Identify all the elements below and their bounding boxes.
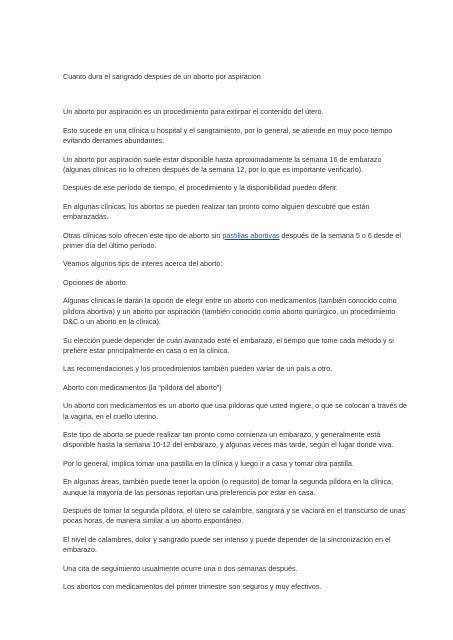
paragraph: Su elección puede depender de cuán avanzado esté el embarazo, el tiempo que tome cada método y si prefiere estar principalmente en casa o en la clínica. [63, 335, 394, 355]
paragraph: En algunas áreas, también puede tener la opción (o requisito) de tomar la segunda píldora en la clínica, aunque la mayoría de las personas reportan una preferencia por estar en casa. [63, 477, 394, 497]
paragraph: Un aborto con medicamentos es un aborto que usa píldoras que usted ingiere, o que se colocan a través de la vagina, en el cuello uterino. [63, 401, 408, 421]
paragraph: Una cita de seguimiento usualmente ocurre una o dos semanas después. [63, 563, 298, 573]
document-title: Cuanto dura el sangrado despues de un aborto por aspiracion [63, 72, 261, 81]
paragraph: Los abortos con medicamentos del primer trimestre son seguros y muy efectivos. [63, 582, 322, 591]
pastillas-abortivas-link[interactable]: pastillas abortivas [222, 230, 280, 240]
paragraph: Este tipo de aborto se puede realizar tan pronto como comienza un embarazo, y generalmente está disponible hasta la semana 10-12 del embarazo, y algunas veces más tarde, según el lugar donde viva. [63, 429, 394, 450]
paragraph-text: después de la semana 5 o 6 desde el primer día del último período. [63, 230, 402, 251]
paragraph: Después de ese período de tiempo, el procedimiento y la disponibilidad pueden diferir. [63, 183, 338, 193]
paragraph: Veamos algunos tips de interes acerca del aborto: [63, 259, 223, 269]
paragraph: Un aborto por aspiración suele estar disponible hasta aproximadamente la semana 16 de embarazo (algunas clínicas no lo ofrecen después de la semana 12, por lo que es importante verificarlo). [63, 154, 382, 175]
paragraph: Por lo general, implica tomar una pastilla en la clínica y luego ir a casa y tomar otra pastilla. [63, 458, 354, 468]
paragraph: Las recomendaciones y los procedimientos también pueden variar de un país a otro. [63, 364, 333, 374]
section-heading: Aborto con medicamentos (la “píldora del aborto”) [63, 382, 222, 392]
document-page [63, 72, 408, 600]
paragraph: El nivel de calambres, dolor y sangrado puede ser intenso y puede depender de la sincronización en el embarazo. [63, 534, 391, 555]
paragraph: Algunas clínicas le darán la opción de elegir entre un aborto con medicamentos (también conocido como píldora abortiva) y un aborto por aspiración (también conocido como aborto quirúrgico, un procedimiento D&C o un aborto en la clínica). [63, 296, 397, 327]
paragraph: En algunas clínicas, los abortos se pueden realizar tan pronto como alguien descubre que están embarazadas. [63, 201, 370, 222]
paragraph-text: Otras clínicas solo ofrecen este tipo de aborto sin [63, 230, 223, 240]
paragraph-with-link [63, 231, 408, 252]
section-heading: Opciones de aborto: [63, 277, 128, 287]
paragraph: Después de tomar la segunda píldora, el útero se calambre, sangrará y se vaciará en el transcurso de unas pocas horas, de manera similar a un aborto espontáneo. [63, 505, 406, 526]
paragraph: Un aborto por aspiración es un procedimiento para extirpar el contenido del útero. [63, 107, 324, 117]
paragraph: Esto sucede en una clínica u hospital y el sangramiento, por lo general, se atiende en muy poco tiempo evitando derrames abundantes. [63, 125, 393, 146]
